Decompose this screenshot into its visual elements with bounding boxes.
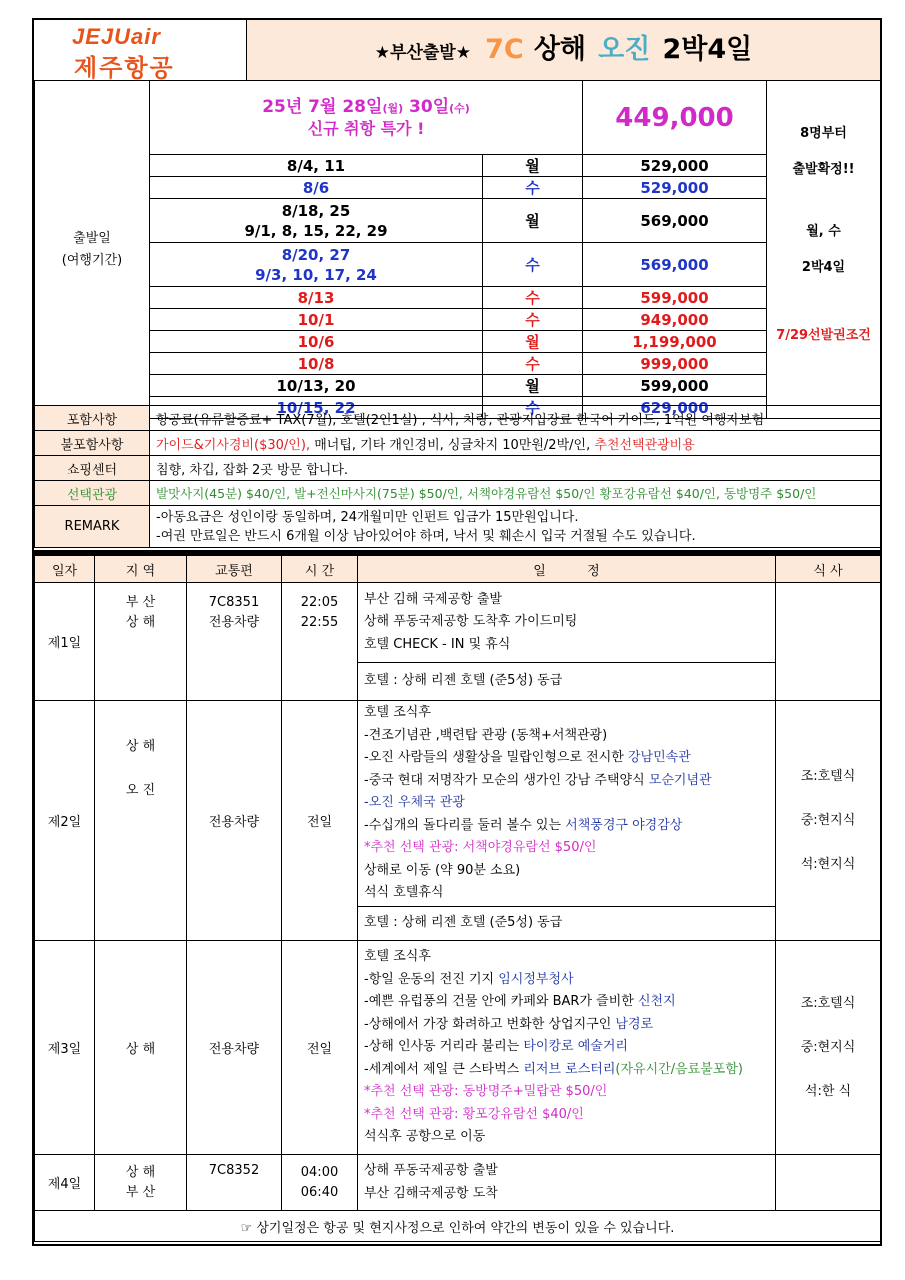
row-date-line1: 8/20, 27 [281, 245, 351, 264]
day2-meals [776, 701, 881, 941]
col-transport: 교통편 [187, 556, 282, 583]
day1-time [282, 583, 358, 701]
region-line: 상 해 [125, 615, 156, 630]
day1-hotel: 호텔 : 상해 리젠 호텔 (준5성) 동급 [358, 663, 776, 701]
region-line: 부 산 [125, 1184, 156, 1200]
schedule-line: 호텔 조식후 [364, 949, 431, 965]
special-day1: (월) [382, 101, 404, 115]
day3-schedule [358, 941, 776, 1155]
highlight-place: 신천지 [637, 994, 676, 1010]
itinerary-header-row [35, 556, 881, 583]
time-line: 22:05 [300, 595, 339, 610]
logo-english: JEJUair [72, 24, 161, 49]
itinerary-table [34, 555, 881, 1242]
shopping-text: 침향, 차깁, 잡화 2곳 방문 합니다. [150, 456, 881, 481]
schedule-text: -상해 인사동 거리라 불리는 [364, 1039, 524, 1055]
schedule-text: -항일 운동의 전진 기지 [364, 971, 499, 987]
optional-label: 선택관광 [35, 481, 150, 506]
special-date-cell [150, 81, 583, 155]
schedule-line [364, 747, 775, 770]
row-day: 수 [483, 397, 583, 419]
page-title [246, 20, 880, 80]
meal-dinner: 석:현지식 [800, 856, 856, 872]
schedule-line: 상해 푸동국제공항 출발 [364, 1163, 498, 1178]
col-region: 지 역 [95, 556, 187, 583]
schedule-text: -중국 현대 저명작가 모순의 생가인 강남 주택양식 [364, 772, 649, 788]
row-price: 949,000 [583, 309, 767, 331]
schedule-text: -오진 사람들의 생활상을 밀랍인형으로 전시한 [364, 750, 628, 766]
row-price: 529,000 [583, 155, 767, 177]
row-date: 10/15, 22 [150, 397, 483, 419]
schedule-line [364, 969, 775, 992]
remark-label: REMARK [35, 506, 150, 548]
min-pax: 8명부터 [800, 125, 847, 141]
confirm-text: 출발확정!! [792, 161, 855, 177]
highlight-place: 모순기념관 [648, 772, 712, 788]
day2-region [95, 701, 187, 941]
day3-row [35, 941, 881, 1155]
day4-region [95, 1155, 187, 1211]
row-day: 월 [483, 199, 583, 243]
highlight-place: 서책풍경구 야경감상 [565, 817, 683, 833]
remark-line: -아동요금은 성인이랑 동일하며, 24개월미만 인펀트 입금가 15만원입니다. [156, 509, 579, 525]
schedule-text: -예쁜 유럽풍의 건물 안에 카페와 BAR가 즐비한 [364, 994, 638, 1010]
special-price: 449,000 [583, 81, 767, 155]
row-date-line2: 9/1, 8, 15, 22, 29 [244, 221, 388, 240]
row-day: 월 [483, 375, 583, 397]
day2-label: 제2일 [35, 701, 95, 941]
day1-region [95, 583, 187, 701]
conditions-cell [767, 81, 881, 419]
price-row [35, 375, 881, 397]
shopping-label: 쇼핑센터 [35, 456, 150, 481]
footer-note: ☞ 상기일정은 항공 및 현지사정으로 인하여 약간의 변동이 있을 수 있습니다. [35, 1211, 881, 1242]
included-text: 항공료(유류할증료+ TAX(7월), 호텔(2인1실) , 식사, 차량, 관광지입장료 한국어 가이드, 1억원 여행자보험 [150, 406, 881, 431]
day1-meals [776, 583, 881, 701]
meal-breakfast: 조:호텔식 [800, 995, 856, 1011]
itinerary-sheet [32, 18, 882, 1246]
row-date: 8/6 [150, 177, 483, 199]
row-price: 999,000 [583, 353, 767, 375]
day1-row [35, 583, 881, 663]
highlight-place: 임시정부청사 [498, 971, 574, 987]
highlight-place: 남경로 [615, 1016, 654, 1032]
header [34, 20, 880, 81]
title-flight: 7C [485, 34, 524, 65]
row-date [150, 199, 483, 243]
optional-tour-line: *추천 선택 관광: 황포강유람선 $40/인 [364, 1106, 584, 1122]
ticket-condition: 7/29선발권조건 [776, 327, 871, 343]
schedule-line: 부산 김해국제공항 도착 [364, 1185, 498, 1201]
excluded-guide-fee: 가이드&기사경비($30/인), [156, 437, 311, 453]
row-price: 599,000 [583, 287, 767, 309]
day1-label: 제1일 [35, 583, 95, 701]
row-date: 10/13, 20 [150, 375, 483, 397]
remark-line: -여권 만료일은 반드시 6개월 이상 남아있어야 하며, 낙서 및 훼손시 입국 거절될 수도 있습니다. [156, 528, 696, 544]
title-nights: 2박4일 [662, 34, 753, 65]
special-day2: (수) [449, 101, 470, 115]
duration: 2박4일 [801, 259, 846, 275]
row-price: 599,000 [583, 375, 767, 397]
logo-korean: 제주항공 [74, 54, 175, 82]
day3-transport: 전용차량 [187, 941, 282, 1155]
price-row [35, 243, 881, 287]
day4-time [282, 1155, 358, 1211]
row-day: 수 [483, 177, 583, 199]
row-day: 수 [483, 309, 583, 331]
row-date: 10/1 [150, 309, 483, 331]
price-row [35, 353, 881, 375]
info-table [34, 405, 881, 548]
schedule-text: -상해에서 가장 화려하고 번화한 상업지구인 [364, 1016, 616, 1032]
departure-date-label [35, 81, 150, 419]
day3-region: 상 해 [95, 941, 187, 1155]
side-label-2: (여행기간) [61, 252, 123, 268]
schedule-line [364, 991, 775, 1014]
special-date: 25년 7월 28일 [262, 96, 383, 117]
transport-line: 7C8351 [208, 595, 260, 610]
optional-tour-line: *추천 선택 관광: 동방명주+밀랍관 $50/인 [364, 1084, 608, 1100]
day2-time: 전일 [282, 701, 358, 941]
schedule-line: -오진 우체국 관광 [364, 795, 465, 811]
excluded-misc: 매너팁, 기타 개인경비, 싱글차지 10만원/2박/인, [310, 437, 595, 453]
optional-text: 발맛사지(45분) $40/인, 발+전신마사지(75분) $50/인, 서책야경유람선 $50/인 황포강유람선 $40/인, 동방명주 $50/인 [150, 481, 881, 506]
col-schedule: 일 정 [358, 556, 776, 583]
row-day: 수 [483, 287, 583, 309]
price-row [35, 287, 881, 309]
meal-lunch: 중:현지식 [800, 1039, 856, 1055]
row-day: 수 [483, 353, 583, 375]
price-row [35, 199, 881, 243]
region-line: 부 산 [125, 595, 156, 610]
row-price: 629,000 [583, 397, 767, 419]
meal-lunch: 중:현지식 [800, 812, 856, 828]
row-price: 569,000 [583, 199, 767, 243]
row-date: 10/6 [150, 331, 483, 353]
col-meals: 식 사 [776, 556, 881, 583]
title-city1: 상해 [533, 34, 587, 65]
region-line: 오 진 [125, 783, 156, 798]
free-time-note: (자유시간/음료불포함) [615, 1061, 743, 1077]
day4-label: 제4일 [35, 1155, 95, 1211]
schedule-line [364, 1036, 775, 1059]
schedule-line: 호텔 조식후 [364, 705, 431, 721]
excluded-optional: 추천선택관광비용 [594, 437, 695, 453]
excluded-text [150, 431, 881, 456]
time-line: 06:40 [300, 1184, 339, 1200]
day4-meals [776, 1155, 881, 1211]
meal-dinner: 석:한 식 [804, 1083, 852, 1099]
title-city2: 오진 [598, 34, 651, 65]
jejuair-logo [34, 20, 246, 80]
schedule-text: -수십개의 돌다리를 둘러 볼수 있는 [364, 817, 566, 833]
day2-row [35, 701, 881, 907]
time-line: 22:55 [300, 615, 339, 630]
row-day: 월 [483, 331, 583, 353]
day4-schedule [358, 1155, 776, 1211]
highlight-place: 리저브 로스터리 [523, 1061, 616, 1077]
side-label-1: 출발일 [73, 230, 111, 246]
included-label: 포함사항 [35, 406, 150, 431]
day3-meals [776, 941, 881, 1155]
schedule-text: -세계에서 제일 큰 스타벅스 [364, 1061, 524, 1077]
schedule-line [364, 815, 775, 838]
schedule-line [364, 1014, 775, 1037]
price-row [35, 309, 881, 331]
special-date2: 30일 [409, 96, 450, 117]
row-date [150, 243, 483, 287]
row-price: 1,199,000 [583, 331, 767, 353]
day3-time: 전일 [282, 941, 358, 1155]
weekdays: 월, 수 [806, 223, 841, 239]
region-line: 상 해 [125, 739, 156, 754]
schedule-line: 상해로 이동 (약 90분 소요) [364, 862, 521, 878]
price-row [35, 155, 881, 177]
schedule-line: 호텔 CHECK - IN 및 휴식 [364, 636, 511, 652]
row-day: 수 [483, 243, 583, 287]
row-price: 569,000 [583, 243, 767, 287]
transport-line: 전용차량 [208, 615, 260, 630]
row-day: 월 [483, 155, 583, 177]
schedule-line: -견조기념관 ,백련탑 관광 (동책+서책관광) [364, 727, 608, 743]
schedule-line: 상해 푸동국제공항 도착후 가이드미팅 [364, 614, 578, 630]
title-departure: ★부산출발★ [374, 43, 471, 63]
row-date-line1: 8/18, 25 [281, 201, 351, 220]
col-time: 시 간 [282, 556, 358, 583]
time-line: 04:00 [300, 1164, 339, 1180]
day2-hotel: 호텔 : 상해 리젠 호텔 (준5성) 동급 [358, 907, 776, 941]
row-price: 529,000 [583, 177, 767, 199]
schedule-line: 석식후 공항으로 이동 [364, 1129, 486, 1145]
optional-tour-line: *추천 선택 관광: 서책야경유람선 $50/인 [364, 840, 597, 856]
remark-text [150, 506, 881, 548]
meal-breakfast: 조:호텔식 [800, 768, 856, 784]
day4-transport: 7C8352 [187, 1155, 282, 1211]
row-date: 8/13 [150, 287, 483, 309]
col-day: 일자 [35, 556, 95, 583]
special-subtitle: 신규 취항 특가 ! [307, 118, 425, 138]
price-table [34, 80, 881, 419]
row-date: 10/8 [150, 353, 483, 375]
row-date: 8/4, 11 [150, 155, 483, 177]
excluded-label: 불포함사항 [35, 431, 150, 456]
day3-label: 제3일 [35, 941, 95, 1155]
schedule-line [364, 1059, 775, 1082]
price-row [35, 177, 881, 199]
day2-schedule [358, 701, 776, 907]
schedule-line [364, 770, 775, 793]
price-row [35, 331, 881, 353]
day1-transport [187, 583, 282, 701]
highlight-place: 강남민속관 [627, 750, 691, 766]
highlight-place: 타이캉로 예술거리 [523, 1039, 628, 1055]
day4-row [35, 1155, 881, 1211]
schedule-line: 석식 호텔휴식 [364, 885, 444, 901]
schedule-line: 부산 김해 국제공항 출발 [364, 591, 502, 607]
row-date-line2: 9/3, 10, 17, 24 [255, 265, 377, 284]
day2-transport: 전용차량 [187, 701, 282, 941]
region-line: 상 해 [125, 1164, 156, 1180]
day1-schedule [358, 583, 776, 663]
